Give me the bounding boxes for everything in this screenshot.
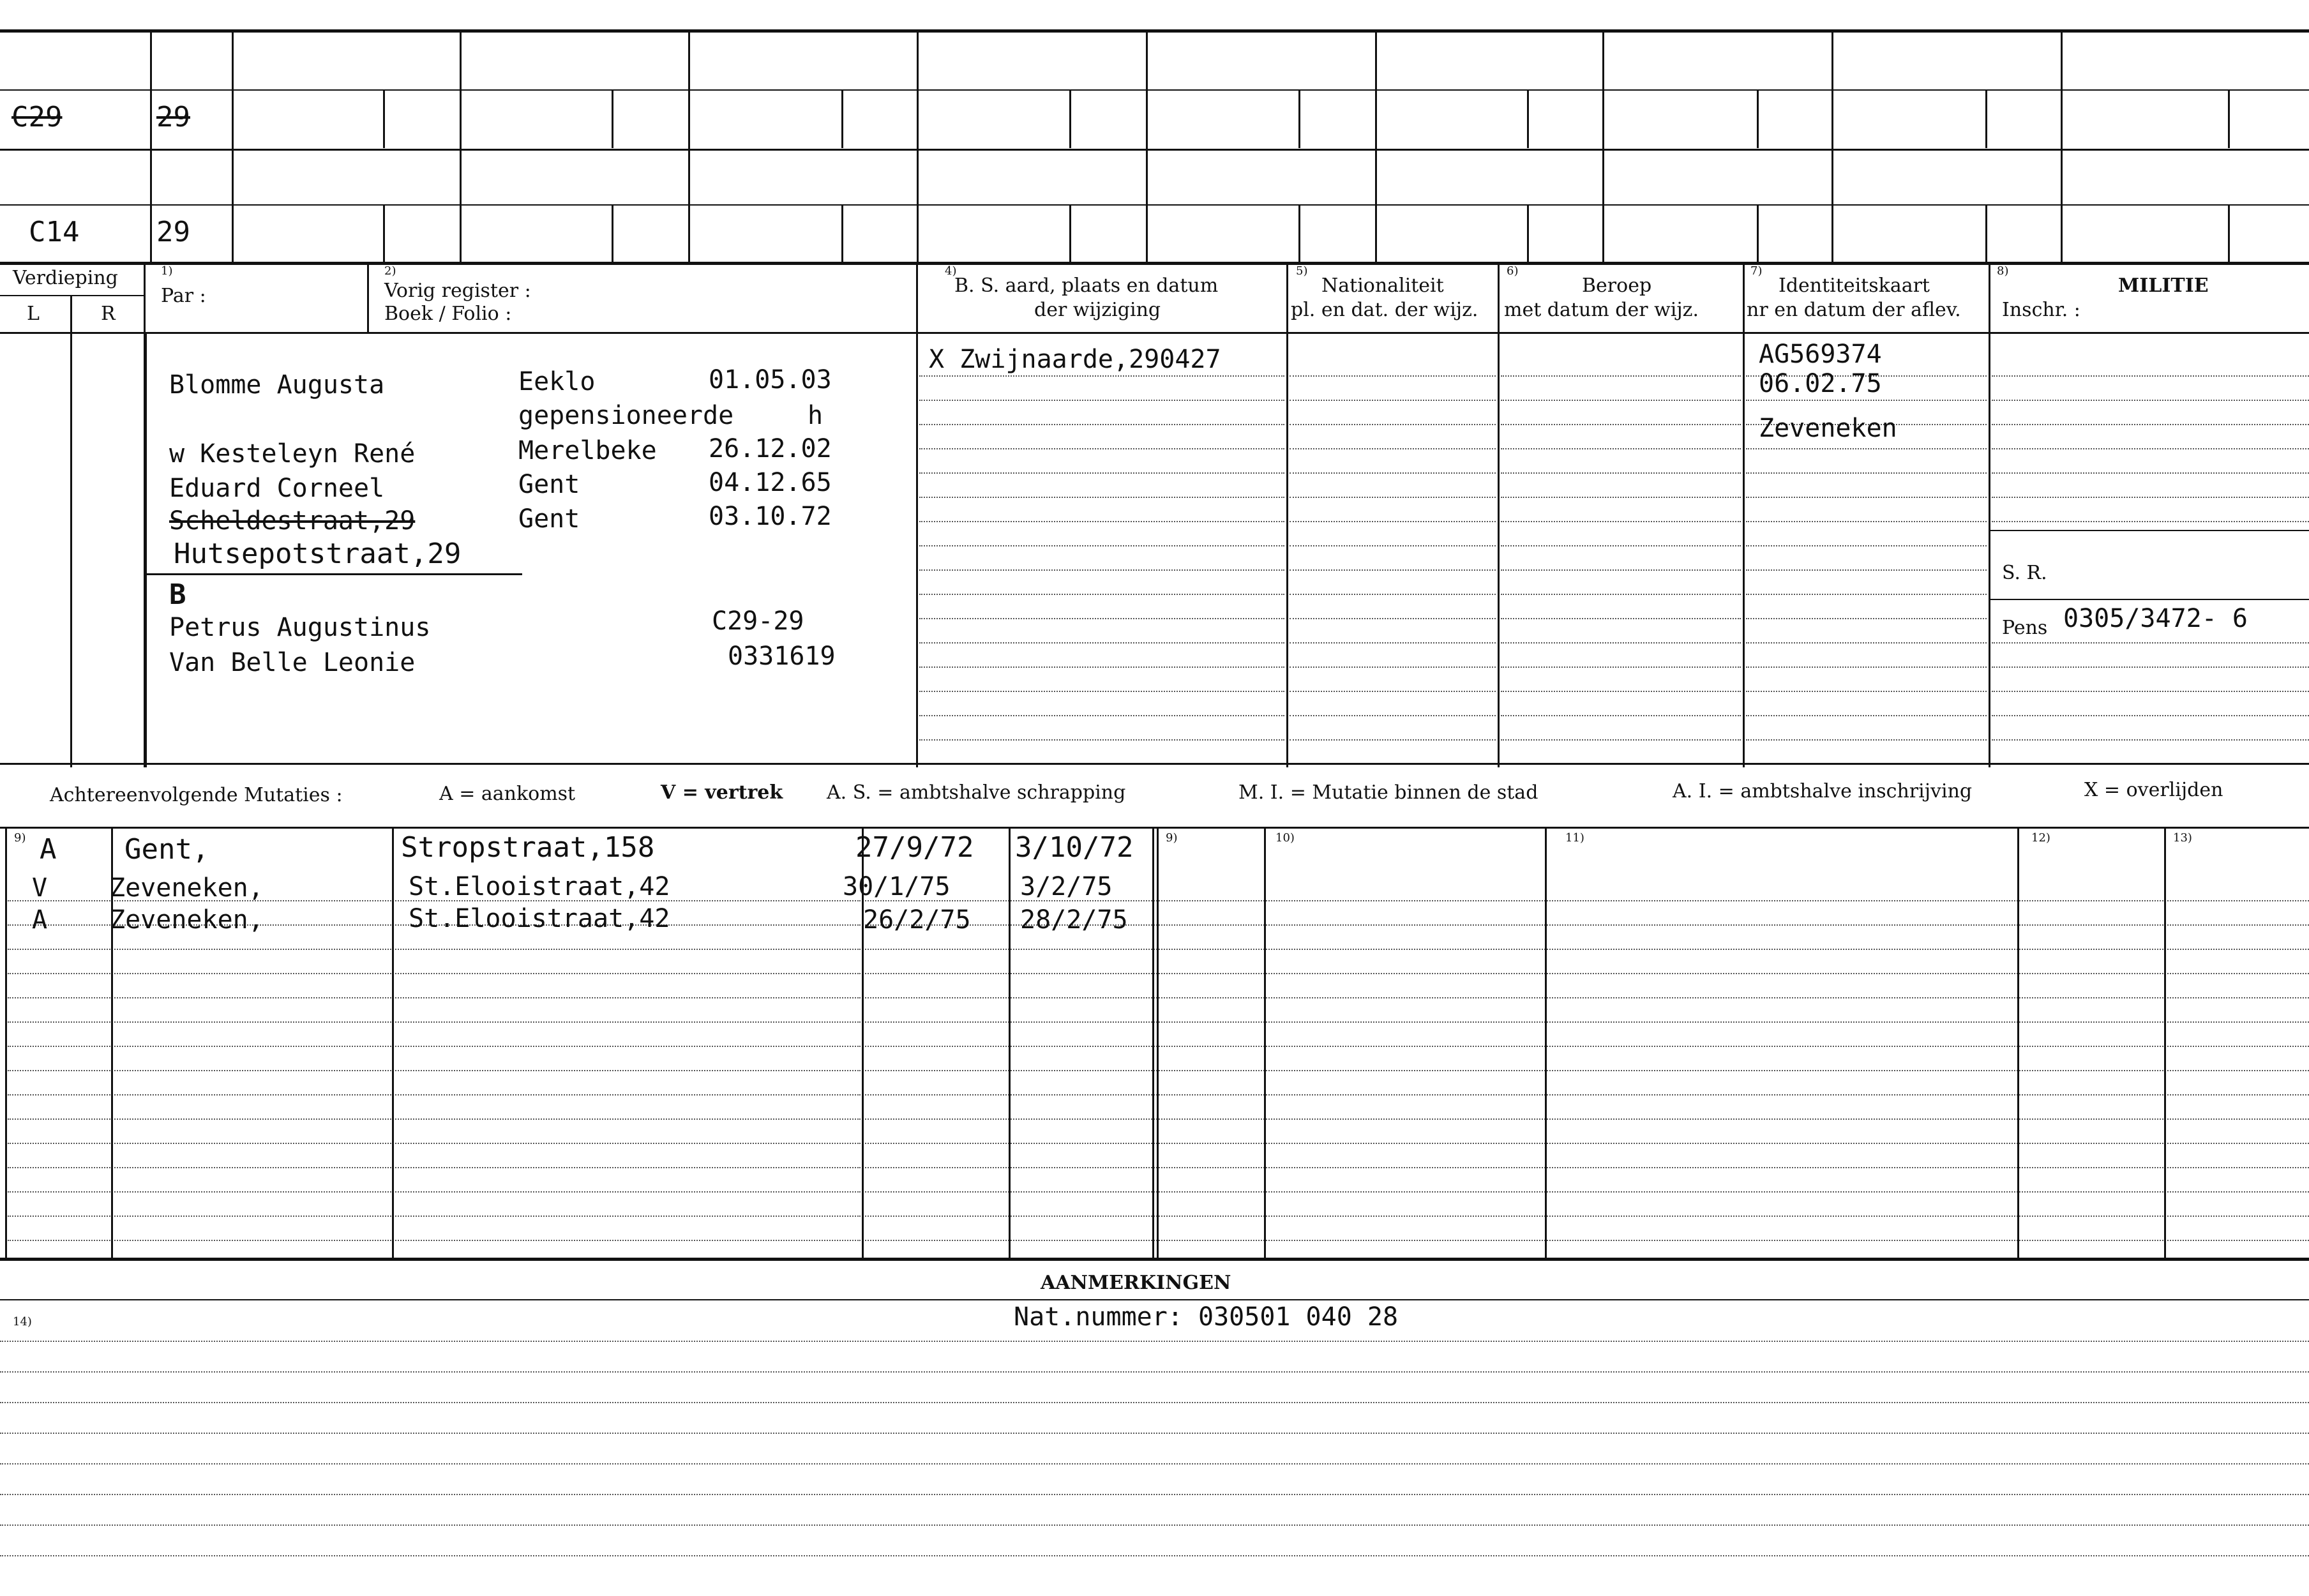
dotted-rule — [865, 1094, 2309, 1095]
old-house-suffix: 29 — [156, 101, 190, 133]
dotted-rule — [1746, 472, 1987, 474]
dotted-rule — [0, 1555, 2309, 1556]
grid-line — [232, 32, 234, 263]
dotted-rule — [1290, 691, 1496, 692]
grid-line — [1069, 91, 1071, 148]
dotted-rule — [8, 1118, 861, 1120]
dotted-rule — [1992, 666, 2309, 668]
grid-line — [1009, 828, 1011, 1258]
field-number: 9) — [14, 831, 26, 845]
marriage-date: 04.12.65 — [709, 468, 832, 497]
dotted-rule — [919, 739, 1284, 741]
dotted-rule — [1290, 448, 1496, 449]
dotted-rule — [865, 949, 2309, 950]
grid-line — [1743, 263, 1745, 767]
dotted-rule — [1501, 642, 1741, 644]
dotted-rule — [8, 997, 861, 998]
occupation-mark: h — [808, 401, 824, 430]
house-number: C14 — [29, 216, 80, 248]
identiteitskaart-sublabel: nr en datum der aflev. — [1747, 299, 1961, 321]
dotted-rule — [919, 618, 1284, 619]
spouse-birthdate: 26.12.02 — [709, 434, 832, 463]
dotted-rule — [919, 666, 1284, 668]
birthplace: Eeklo — [518, 367, 596, 396]
birthdate: 01.05.03 — [709, 365, 832, 395]
beroep-sublabel: met datum der wijz. — [1504, 299, 1699, 321]
grid-line — [1152, 828, 1154, 1258]
dotted-rule — [0, 1463, 2309, 1464]
grid-line — [1286, 263, 1288, 767]
dotted-rule — [1290, 715, 1496, 716]
marriage-place: Gent — [518, 470, 580, 499]
house-suffix: 29 — [156, 216, 190, 248]
grid-line — [392, 828, 394, 1258]
grid-line — [1527, 91, 1529, 148]
dotted-rule — [1501, 691, 1741, 692]
dotted-rule — [8, 1046, 861, 1047]
id-card-place: Zeveneken — [1759, 414, 1897, 443]
grid-line — [1602, 32, 1604, 263]
r-label: R — [101, 303, 116, 325]
dotted-rule — [865, 997, 2309, 998]
l-label: L — [27, 303, 40, 325]
dotted-rule — [1290, 594, 1496, 595]
grid-line — [367, 263, 369, 333]
dotted-rule — [1290, 400, 1496, 401]
mutation-place: Zeveneken, — [110, 905, 264, 935]
grid-line — [841, 206, 843, 262]
vorig-register-label: Vorig register : — [384, 280, 531, 302]
grid-line — [1157, 828, 1159, 1258]
dotted-rule — [865, 1191, 2309, 1193]
id-card-number: AG569374 — [1759, 340, 1882, 369]
bs-sublabel: der wijziging — [1034, 299, 1161, 321]
grid-line — [0, 332, 2309, 334]
grid-line — [0, 1299, 2309, 1300]
dotted-rule — [919, 375, 1284, 377]
grid-line — [150, 32, 152, 263]
current-address: Hutsepotstraat,29 — [174, 538, 462, 570]
mother-ref: 0331619 — [728, 642, 836, 671]
dotted-rule — [1746, 666, 1987, 668]
grid-line — [2061, 32, 2063, 263]
dotted-rule — [1992, 521, 2309, 522]
grid-line — [1069, 206, 1071, 262]
dotted-rule — [1290, 521, 1496, 522]
dotted-rule — [1746, 691, 1987, 692]
mutations-legend-title: Achtereenvolgende Mutaties : — [50, 784, 343, 806]
dotted-rule — [919, 497, 1284, 498]
mutation-date: 27/9/72 — [855, 831, 974, 864]
grid-line — [1985, 206, 1987, 262]
dotted-rule — [1746, 545, 1987, 546]
field-number: 9) — [1166, 831, 1178, 845]
remarks-title: AANMERKINGEN — [1041, 1272, 1231, 1294]
grid-line — [0, 1258, 2309, 1261]
dotted-rule — [1992, 691, 2309, 692]
field-number: 2) — [384, 264, 396, 278]
dotted-rule — [919, 569, 1284, 571]
dotted-rule — [1992, 375, 2309, 377]
legend-as: A. S. = ambtshalve schrapping — [827, 781, 1126, 804]
dotted-rule — [919, 472, 1284, 474]
dotted-rule — [865, 973, 2309, 974]
dotted-rule — [1992, 715, 2309, 716]
dotted-rule — [919, 424, 1284, 425]
dotted-rule — [919, 521, 1284, 522]
dotted-rule — [865, 1021, 2309, 1023]
grid-line — [0, 89, 2309, 91]
field-number: 1) — [161, 264, 173, 278]
grid-line — [1498, 263, 1500, 767]
dotted-rule — [8, 1070, 861, 1071]
dotted-rule — [0, 1524, 2309, 1526]
grid-line — [1990, 599, 2309, 600]
field-number: 8) — [1997, 264, 2009, 278]
mutation-place: Gent, — [124, 833, 209, 866]
dotted-rule — [1501, 375, 1741, 377]
dotted-rule — [1992, 448, 2309, 449]
mutation-registration-date: 3/2/75 — [1020, 872, 1113, 901]
pension-number: 0305/3472- 6 — [2063, 604, 2248, 633]
mutation-type: A — [32, 905, 48, 935]
old-address-place: Gent — [518, 504, 580, 534]
old-address: Scheldestraat,29 — [169, 506, 416, 536]
grid-line — [70, 295, 72, 767]
mutation-street: St.Elooistraat,42 — [409, 904, 670, 933]
dotted-rule — [1501, 618, 1741, 619]
mother-name: Van Belle Leonie — [169, 648, 416, 677]
dotted-rule — [1746, 448, 1987, 449]
dotted-rule — [1992, 739, 2309, 741]
dotted-rule — [8, 1191, 861, 1193]
dotted-rule — [1501, 472, 1741, 474]
dotted-rule — [919, 691, 1284, 692]
id-card-date: 06.02.75 — [1759, 369, 1882, 398]
dotted-rule — [0, 1433, 2309, 1434]
grid-line — [2164, 828, 2166, 1258]
dotted-rule — [1290, 739, 1496, 741]
grid-line — [612, 206, 613, 262]
dotted-rule — [1501, 497, 1741, 498]
grid-line — [688, 32, 690, 263]
old-address-date: 03.10.72 — [709, 502, 832, 531]
mutation-street: Stropstraat,158 — [401, 831, 655, 864]
grid-line — [0, 763, 2309, 765]
dotted-rule — [8, 1167, 861, 1168]
grid-line — [0, 827, 2309, 829]
dotted-rule — [1501, 521, 1741, 522]
grid-line — [1264, 828, 1266, 1258]
legend-x: X = overlijden — [2084, 779, 2223, 801]
grid-line — [144, 263, 146, 333]
grid-line — [2017, 828, 2019, 1258]
dotted-rule — [1992, 497, 2309, 498]
par-label: Par : — [161, 285, 206, 307]
legend-ai: A. I. = ambtshalve inschrijving — [1673, 780, 1973, 802]
dotted-rule — [1501, 594, 1741, 595]
dotted-rule — [865, 1046, 2309, 1047]
militie-label: MILITIE — [2118, 275, 2209, 297]
mutation-registration-date: 3/10/72 — [1015, 831, 1134, 864]
occupation: gepensioneerde — [518, 401, 734, 430]
spouse-given-names: Eduard Corneel — [169, 474, 385, 503]
dotted-rule — [0, 1371, 2309, 1373]
dotted-rule — [1746, 642, 1987, 644]
grid-line — [1298, 206, 1300, 262]
grid-line — [1527, 206, 1529, 262]
dotted-rule — [1501, 424, 1741, 425]
dotted-rule — [1290, 472, 1496, 474]
grid-line — [841, 91, 843, 148]
grid-line — [2228, 206, 2230, 262]
field-number: 4) — [945, 264, 957, 278]
mutation-place: Zeveneken, — [110, 873, 264, 903]
spouse-birthplace: Merelbeke — [518, 436, 657, 465]
legend-a: A = aankomst — [439, 783, 576, 805]
dotted-rule — [865, 1216, 2309, 1217]
field-number: 6) — [1507, 264, 1519, 278]
person-name: Blomme Augusta — [169, 370, 385, 400]
nationaliteit-label: Nationaliteit — [1321, 275, 1444, 297]
old-house-number: C29 — [11, 101, 63, 133]
grid-line — [1146, 32, 1148, 263]
grid-line — [917, 32, 919, 263]
grid-line — [383, 91, 385, 148]
dotted-rule — [0, 1402, 2309, 1403]
mutation-street: St.Elooistraat,42 — [409, 872, 670, 901]
dotted-rule — [8, 1240, 861, 1241]
dotted-rule — [865, 1070, 2309, 1071]
grid-line — [1985, 91, 1987, 148]
dotted-rule — [1290, 666, 1496, 668]
dotted-rule — [1501, 448, 1741, 449]
grid-line — [460, 32, 462, 263]
dotted-rule — [1501, 400, 1741, 401]
field-number: 5) — [1296, 264, 1308, 278]
grid-line — [1989, 263, 1990, 767]
grid-line — [383, 206, 385, 262]
field-number: 7) — [1750, 264, 1763, 278]
dotted-rule — [1290, 642, 1496, 644]
grid-line — [1545, 828, 1547, 1258]
beroep-label: Beroep — [1582, 275, 1652, 297]
bs-label: B. S. aard, plaats en datum — [954, 275, 1219, 297]
dotted-rule — [1746, 569, 1987, 571]
dotted-rule — [1992, 424, 2309, 425]
dotted-rule — [1992, 472, 2309, 474]
dotted-rule — [865, 1240, 2309, 1241]
grid-line — [1757, 206, 1759, 262]
grid-line — [1757, 91, 1759, 148]
dotted-rule — [1992, 642, 2309, 644]
boek-folio-label: Boek / Folio : — [384, 303, 512, 325]
dotted-rule — [1501, 569, 1741, 571]
mutation-registration-date: 28/2/75 — [1020, 905, 1128, 935]
dotted-rule — [1746, 594, 1987, 595]
spouse-name: w Kesteleyn René — [169, 439, 416, 469]
dotted-rule — [1501, 739, 1741, 741]
dotted-rule — [919, 642, 1284, 644]
dotted-rule — [1501, 545, 1741, 546]
pension-label: Pens — [2002, 617, 2048, 639]
dotted-rule — [919, 715, 1284, 716]
dotted-rule — [1746, 715, 1987, 716]
identiteitskaart-label: Identiteitskaart — [1779, 275, 1930, 297]
dotted-rule — [8, 1143, 861, 1144]
dotted-rule — [1290, 569, 1496, 571]
section-mark: B — [169, 578, 186, 611]
mutation-type: A — [40, 833, 57, 866]
field-number: 10) — [1275, 831, 1295, 845]
dotted-rule — [919, 545, 1284, 546]
dotted-rule — [865, 1167, 2309, 1168]
father-name: Petrus Augustinus — [169, 613, 431, 642]
grid-line — [916, 263, 918, 767]
field-number: 12) — [2031, 831, 2050, 845]
inschr-label: Inschr. : — [2002, 299, 2080, 321]
verdieping-label: Verdieping — [13, 267, 118, 289]
nationaliteit-sublabel: pl. en dat. der wijz. — [1291, 299, 1478, 321]
mutation-type: V — [32, 873, 48, 903]
dotted-rule — [1501, 666, 1741, 668]
grid-line — [1298, 91, 1300, 148]
grid-line — [0, 204, 2309, 206]
dotted-rule — [8, 949, 861, 950]
top-border — [0, 29, 2309, 33]
grid-line — [0, 149, 2309, 151]
dotted-rule — [8, 1216, 861, 1217]
grid-line — [2228, 91, 2230, 148]
sr-label: S. R. — [2002, 562, 2047, 584]
dotted-rule — [1992, 400, 2309, 401]
dotted-rule — [1290, 497, 1496, 498]
dotted-rule — [1746, 521, 1987, 522]
field-number: 13) — [2173, 831, 2192, 845]
field-number: 11) — [1565, 831, 1584, 845]
dotted-rule — [1290, 375, 1496, 377]
dotted-rule — [1746, 739, 1987, 741]
dotted-rule — [1290, 618, 1496, 619]
dotted-rule — [0, 1494, 2309, 1495]
dotted-rule — [1746, 497, 1987, 498]
dotted-rule — [919, 594, 1284, 595]
dotted-rule — [8, 1021, 861, 1023]
dotted-rule — [1501, 715, 1741, 716]
grid-line — [144, 333, 147, 767]
dotted-rule — [865, 1118, 2309, 1120]
legend-mi: M. I. = Mutatie binnen de stad — [1238, 781, 1538, 804]
dotted-rule — [919, 448, 1284, 449]
mutation-date: 26/2/75 — [863, 905, 971, 935]
death-record: X Zwijnaarde,290427 — [929, 345, 1221, 374]
dotted-rule — [919, 400, 1284, 401]
dotted-rule — [865, 1143, 2309, 1144]
dotted-rule — [1746, 618, 1987, 619]
mutation-date: 30/1/75 — [843, 872, 951, 901]
dotted-rule — [1290, 545, 1496, 546]
dotted-rule — [8, 1094, 861, 1095]
field-number: 14) — [13, 1315, 32, 1329]
grid-line — [5, 828, 7, 1258]
dotted-rule — [0, 1341, 2309, 1342]
father-ref: C29-29 — [712, 606, 804, 636]
legend-v: V = vertrek — [661, 781, 783, 804]
grid-line — [612, 91, 613, 148]
dotted-rule — [8, 973, 861, 974]
grid-line — [146, 573, 522, 575]
national-number: Nat.nummer: 030501 040 28 — [1014, 1302, 1399, 1332]
dotted-rule — [1290, 424, 1496, 425]
grid-line — [1990, 530, 2309, 531]
grid-line — [1375, 32, 1377, 263]
grid-line — [0, 262, 2309, 265]
dotted-rule — [1746, 400, 1987, 401]
grid-line — [1831, 32, 1833, 263]
